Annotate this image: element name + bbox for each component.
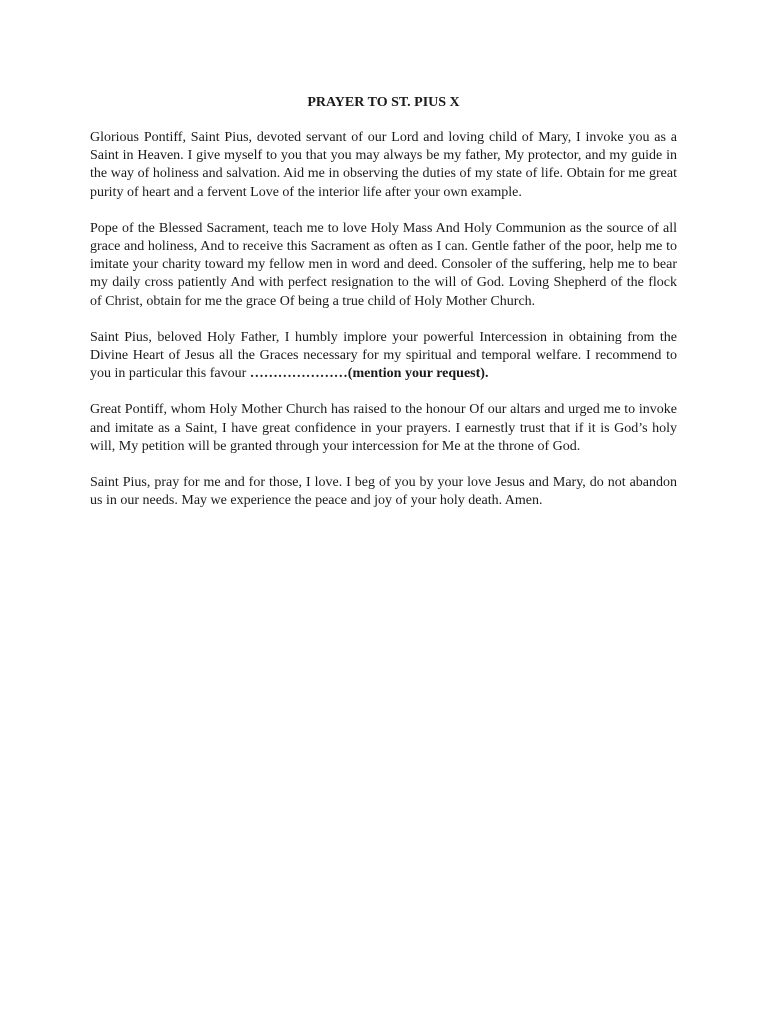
paragraph-3 [90, 329, 677, 384]
paragraph-5: Saint Pius, pray for me and for those, I love. I beg of you by your love Jesus and Mary, do not abandon us in our needs. May we experience the peace and joy of your holy death. Amen. [90, 475, 677, 509]
paragraph-4: Great Pontiff, whom Holy Mother Church has raised to the honour Of our altars and urged me to invoke and imitate as a Saint, I have great confidence in your prayers. I earnestly trust that if it is God’s holy will, My petition will be granted through your intercession for Me at the throne of God. [90, 402, 677, 454]
paragraph-1: Glorious Pontiff, Saint Pius, devoted servant of our Lord and loving child of Mary, I invoke you as a Saint in Heaven. I give myself to you that you may always be my father, My protector, and my guide in the way of holiness and salvation. Aid me in observing the duties of my state of life. Obtain for me great purity of heart and a fervent Love of the interior life after your own example. [90, 130, 677, 200]
paragraph-2: Pope of the Blessed Sacrament, teach me to love Holy Mass And Holy Communion as the source of all grace and holiness, And to receive this Sacrament as often as I can. Gentle father of the poor, help me to imitate your charity toward my fellow men in word and deed. Consoler of the suffering, help me to bear my daily cross patiently And with perfect resignation to the will of God. Loving Shepherd of the flock of Christ, obtain for me the grace Of being a true child of Holy Mother Church. [90, 220, 677, 309]
prayer-document [90, 93, 677, 528]
paragraph-3-text: Saint Pius, beloved Holy Father, I humbly implore your powerful Intercession in obtaining from the Divine Heart of Jesus all the Graces necessary for my spiritual and temporal welfare. I recommend to you in particular this favour [90, 329, 677, 382]
request-placeholder: …………………(mention your request). [249, 366, 489, 382]
document-title: PRAYER TO ST. PIUS X [307, 95, 460, 110]
